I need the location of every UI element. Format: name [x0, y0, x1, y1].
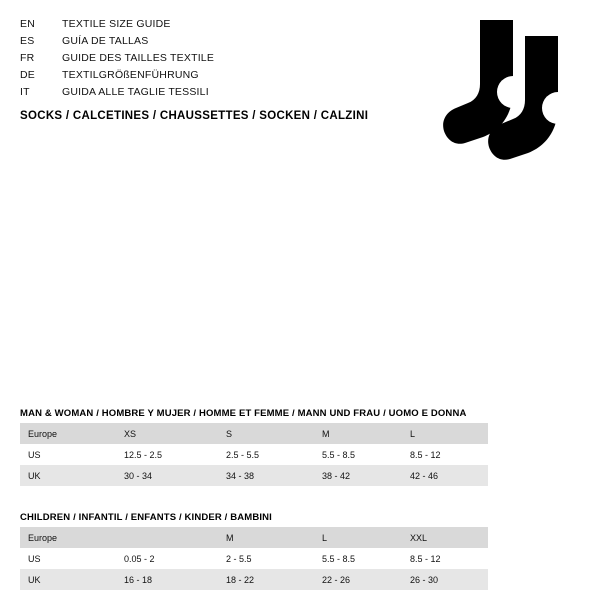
column-header: M	[314, 423, 402, 444]
cell: 0.05 - 2	[116, 548, 218, 569]
column-header: M	[218, 527, 314, 548]
column-header: Europe	[20, 423, 116, 444]
cell: 34 - 38	[218, 465, 314, 486]
table-header-row	[20, 527, 488, 548]
row-label: UK	[20, 465, 116, 486]
cell: 16 - 18	[116, 569, 218, 590]
language-row	[20, 67, 380, 84]
column-header: S	[218, 423, 314, 444]
language-code: FR	[20, 52, 35, 64]
page-title: SOCKS / CALCETINES / CHAUSSETTES / SOCKEN / CALZINI	[20, 110, 369, 122]
column-header: Europe	[20, 527, 116, 548]
cell: 2.5 - 5.5	[218, 444, 314, 465]
language-label: GUIDE DES TAILLES TEXTILE	[62, 52, 215, 64]
cell: 8.5 - 12	[402, 444, 488, 465]
language-code: ES	[20, 35, 35, 47]
cell: 38 - 42	[314, 465, 402, 486]
language-row	[20, 33, 380, 50]
language-list	[20, 16, 380, 101]
children-size-section	[20, 512, 488, 590]
cell: 18 - 22	[218, 569, 314, 590]
column-header: XXL	[402, 527, 488, 548]
language-row	[20, 50, 380, 67]
language-label: GUIDA ALLE TAGLIE TESSILI	[62, 86, 209, 98]
cell: 22 - 26	[314, 569, 402, 590]
socks-illustration	[405, 18, 575, 168]
language-label: GUÍA DE TALLAS	[62, 35, 149, 47]
language-code: DE	[20, 69, 35, 81]
cell: 42 - 46	[402, 465, 488, 486]
cell: 30 - 34	[116, 465, 218, 486]
language-row	[20, 84, 380, 101]
language-label: TEXTILGRÖßENFÜHRUNG	[62, 69, 199, 81]
language-row	[20, 16, 380, 33]
row-label: UK	[20, 569, 116, 590]
language-code: IT	[20, 86, 30, 98]
children-table-caption: CHILDREN / INFANTIL / ENFANTS / KINDER / BAMBINI	[20, 512, 272, 523]
table-row	[20, 569, 488, 590]
table-row	[20, 444, 488, 465]
cell: 2 - 5.5	[218, 548, 314, 569]
adults-size-section	[20, 408, 488, 486]
adults-size-table	[20, 423, 488, 486]
column-header: XS	[116, 423, 218, 444]
table-row	[20, 465, 488, 486]
table-header-row	[20, 423, 488, 444]
language-label: TEXTILE SIZE GUIDE	[62, 18, 171, 30]
row-label: US	[20, 548, 116, 569]
adults-table-caption: MAN & WOMAN / HOMBRE Y MUJER / HOMME ET FEMME / MANN UND FRAU / UOMO E DONNA	[20, 408, 467, 419]
column-header: L	[314, 527, 402, 548]
cell: 26 - 30	[402, 569, 488, 590]
children-size-table	[20, 527, 488, 590]
table-row	[20, 548, 488, 569]
column-header	[116, 527, 218, 548]
cell: 8.5 - 12	[402, 548, 488, 569]
cell: 5.5 - 8.5	[314, 548, 402, 569]
row-label: US	[20, 444, 116, 465]
column-header: L	[402, 423, 488, 444]
cell: 5.5 - 8.5	[314, 444, 402, 465]
language-code: EN	[20, 18, 35, 30]
cell: 12.5 - 2.5	[116, 444, 218, 465]
